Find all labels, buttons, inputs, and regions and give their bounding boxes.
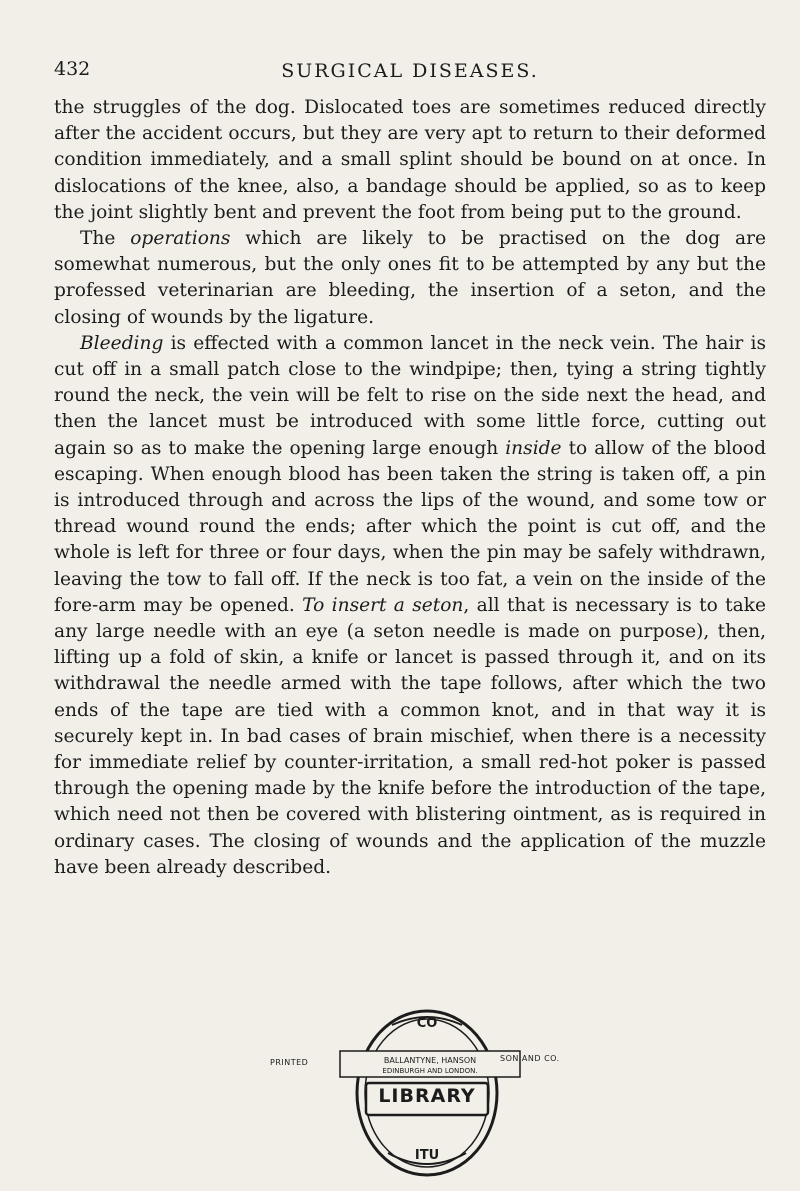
paragraph-2-text-a: The [80, 228, 131, 250]
paragraph-2 [54, 226, 766, 331]
stamp-son-and-co-text: SON AND CO. [500, 1054, 560, 1063]
page-header [54, 58, 766, 88]
bleeding-term: Bleeding [80, 332, 164, 354]
paragraph-3-text-c: , all that is necessary is to take any large needle with an eye (a seton needle is made on purpose), then, lifting up a fold of skin, a knife or lancet is passed through it, and on its withdrawal the needle armed with the tape follows, after which the two ends of the tape are tied with a common knot, and in that way it is securely kept in. In bad cases of brain mischief, when there is a necessity for immediate relief by counter-irritation, a small red-hot poker is passed through the opening made by the knife before the introduction of the tape, which need not then be covered with blistering ointment, as is required in ordinary cases. The closing of wounds and the application of the muzzle have been already described. [54, 594, 766, 878]
paragraph-2-text-b: which are likely to be practised on the dog are somewhat numerous, but the only ones fit to be attempted by any but the professed veterinarian are bleeding, the insertion of a seton, and the closing of wounds by the ligature. [54, 228, 767, 328]
body-text [54, 95, 766, 881]
paragraph-1 [54, 95, 766, 226]
svg-text:ITU: ITU [414, 1148, 440, 1163]
inside-term: inside [505, 437, 562, 459]
operations-term: operations [130, 228, 231, 250]
library-stamp [270, 1003, 600, 1178]
page-number: 432 [54, 58, 91, 80]
paragraph-1-text: the struggles of the dog. Dislocated toes are sometimes reduced directly after the accident occurs, but they are very apt to return to their deformed condition immediately, and a small splint should be bound on at once. In dislocations of the knee, also, a bandage should be applied, so as to keep the joint slightly bent and prevent the foot from being put to the ground. [54, 97, 766, 223]
stamp-library-label: LIBRARY [378, 1085, 476, 1107]
svg-text:BALLANTYNE, HANSON: BALLANTYNE, HANSON [383, 1056, 477, 1065]
paragraph-3-text-b: to allow of the blood escaping. When enough blood has been taken the string is taken off, a pin is introduced through and across the lips of the wound, and some tow or thread wound round the ends; after which the point is cut off, and the whole is left for three or four days, when the pin may be safely withdrawn, leaving the tow to fall off. If the neck is too fat, a vein on the inside of the fore-arm may be opened. [54, 437, 766, 616]
running-title: SURGICAL DISEASES. [281, 60, 539, 82]
paragraph-3-text-a: is effected with a common lancet in the neck vein. The hair is cut off in a small patch close to the windpipe; then, tying a string tightly round the neck, the vein will be felt to rise on the side next the head, and then the lancet must be introduced with some little force, cutting out again so as to make the opening large enough [54, 332, 766, 459]
insert-seton-term: To insert a seton [302, 594, 464, 616]
paragraph-3 [54, 331, 766, 881]
svg-text:CO: CO [416, 1016, 438, 1031]
stamp-printed-text: PRINTED [270, 1058, 309, 1067]
svg-text:EDINBURGH AND LONDON.: EDINBURGH AND LONDON. [382, 1067, 478, 1075]
